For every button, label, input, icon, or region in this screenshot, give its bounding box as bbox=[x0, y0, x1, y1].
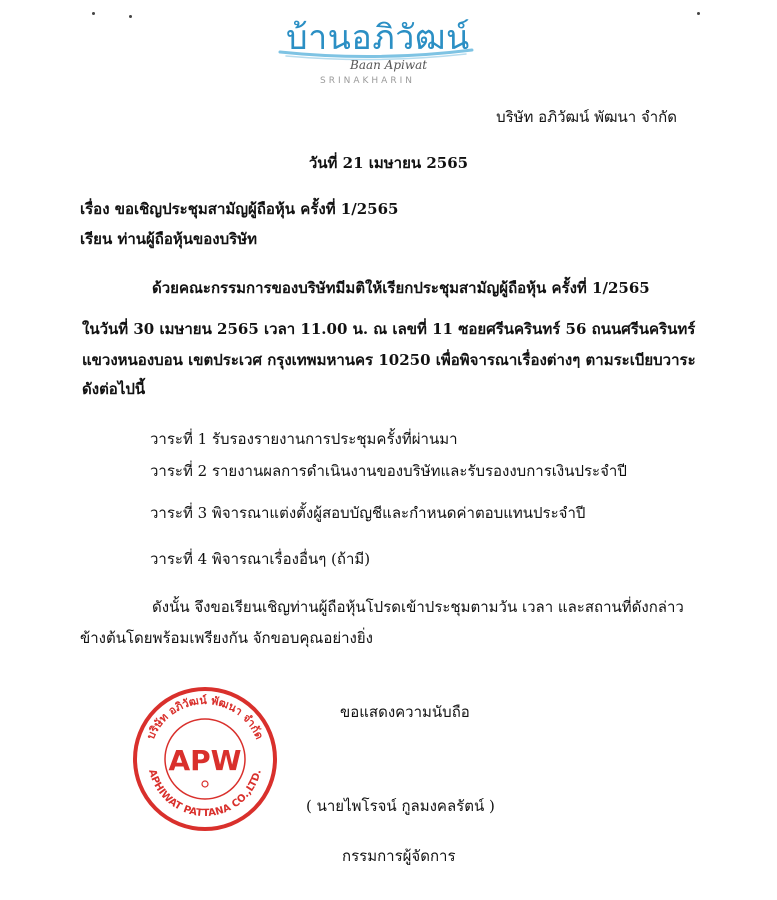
agenda-item: วาระที่ 2 รายงานผลการดำเนินงานของบริษัทและรับรองงบการเงินประจำปี bbox=[150, 462, 627, 480]
company-stamp bbox=[130, 684, 280, 834]
scan-speck bbox=[129, 15, 132, 18]
paragraph-line: ดังต่อไปนี้ bbox=[82, 380, 146, 398]
scan-speck bbox=[697, 12, 700, 15]
agenda-item: วาระที่ 4 พิจารณาเรื่องอื่นๆ (ถ้ามี) bbox=[150, 550, 371, 568]
stamp-center-logo: APW bbox=[168, 744, 242, 777]
paragraph-line: ด้วยคณะกรรมการของบริษัทมีมติให้เรียกประชุมสามัญผู้ถือหุ้น ครั้งที่ 1/2565 bbox=[152, 279, 650, 297]
stamp-english-ring: APHIWAT PATTANA CO.,LTD. bbox=[146, 768, 264, 820]
agenda-item: วาระที่ 3 พิจารณาแต่งตั้งผู้สอบบัญชีและกำหนดค่าตอบแทนประจำปี bbox=[150, 504, 586, 522]
paragraph-line: แขวงหนองบอน เขตประเวศ กรุงเทพมหานคร 10250 เพื่อพิจารณาเรื่องต่างๆ ตามระเบียบวาระ bbox=[82, 351, 696, 369]
letter-subject: เรื่อง ขอเชิญประชุมสามัญผู้ถือหุ้น ครั้งที่ 1/2565 bbox=[80, 200, 399, 218]
regards: ขอแสดงความนับถือ bbox=[340, 703, 470, 721]
signer-name: ( นายไพโรจน์ กูลมงคลรัตน์ ) bbox=[306, 797, 495, 815]
signer-position: กรรมการผู้จัดการ bbox=[342, 847, 456, 865]
letter-date: วันที่ 21 เมษายน 2565 bbox=[308, 154, 469, 172]
scan-speck bbox=[92, 12, 95, 15]
paragraph-line: ในวันที่ 30 เมษายน 2565 เวลา 11.00 น. ณ เลขที่ 11 ซอยศรีนครินทร์ 56 ถนนศรีนครินทร์ bbox=[82, 320, 696, 338]
closing-line: ข้างต้นโดยพร้อมเพรียงกัน จักขอบคุณอย่างยิ่ง bbox=[80, 629, 373, 647]
logo-subtitle: SRINAKHARIN bbox=[320, 76, 415, 86]
agenda-item: วาระที่ 1 รับรองรายงานการประชุมครั้งที่ผ่านมา bbox=[150, 430, 458, 448]
letter-recipient: เรียน ท่านผู้ถือหุ้นของบริษัท bbox=[80, 230, 257, 248]
logo-script: Baan Apiwat bbox=[350, 58, 428, 72]
stamp-thai-ring: บริษัท อภิวัฒน์ พัฒนา จำกัด bbox=[144, 693, 266, 742]
company-name: บริษัท อภิวัฒน์ พัฒนา จำกัด bbox=[496, 108, 677, 126]
logo-name: บ้านอภิวัฒน์ bbox=[286, 18, 470, 58]
closing-line: ดังนั้น จึงขอเรียนเชิญท่านผู้ถือหุ้นโปรดเข้าประชุมตามวัน เวลา และสถานที่ดังกล่าว bbox=[152, 598, 684, 616]
